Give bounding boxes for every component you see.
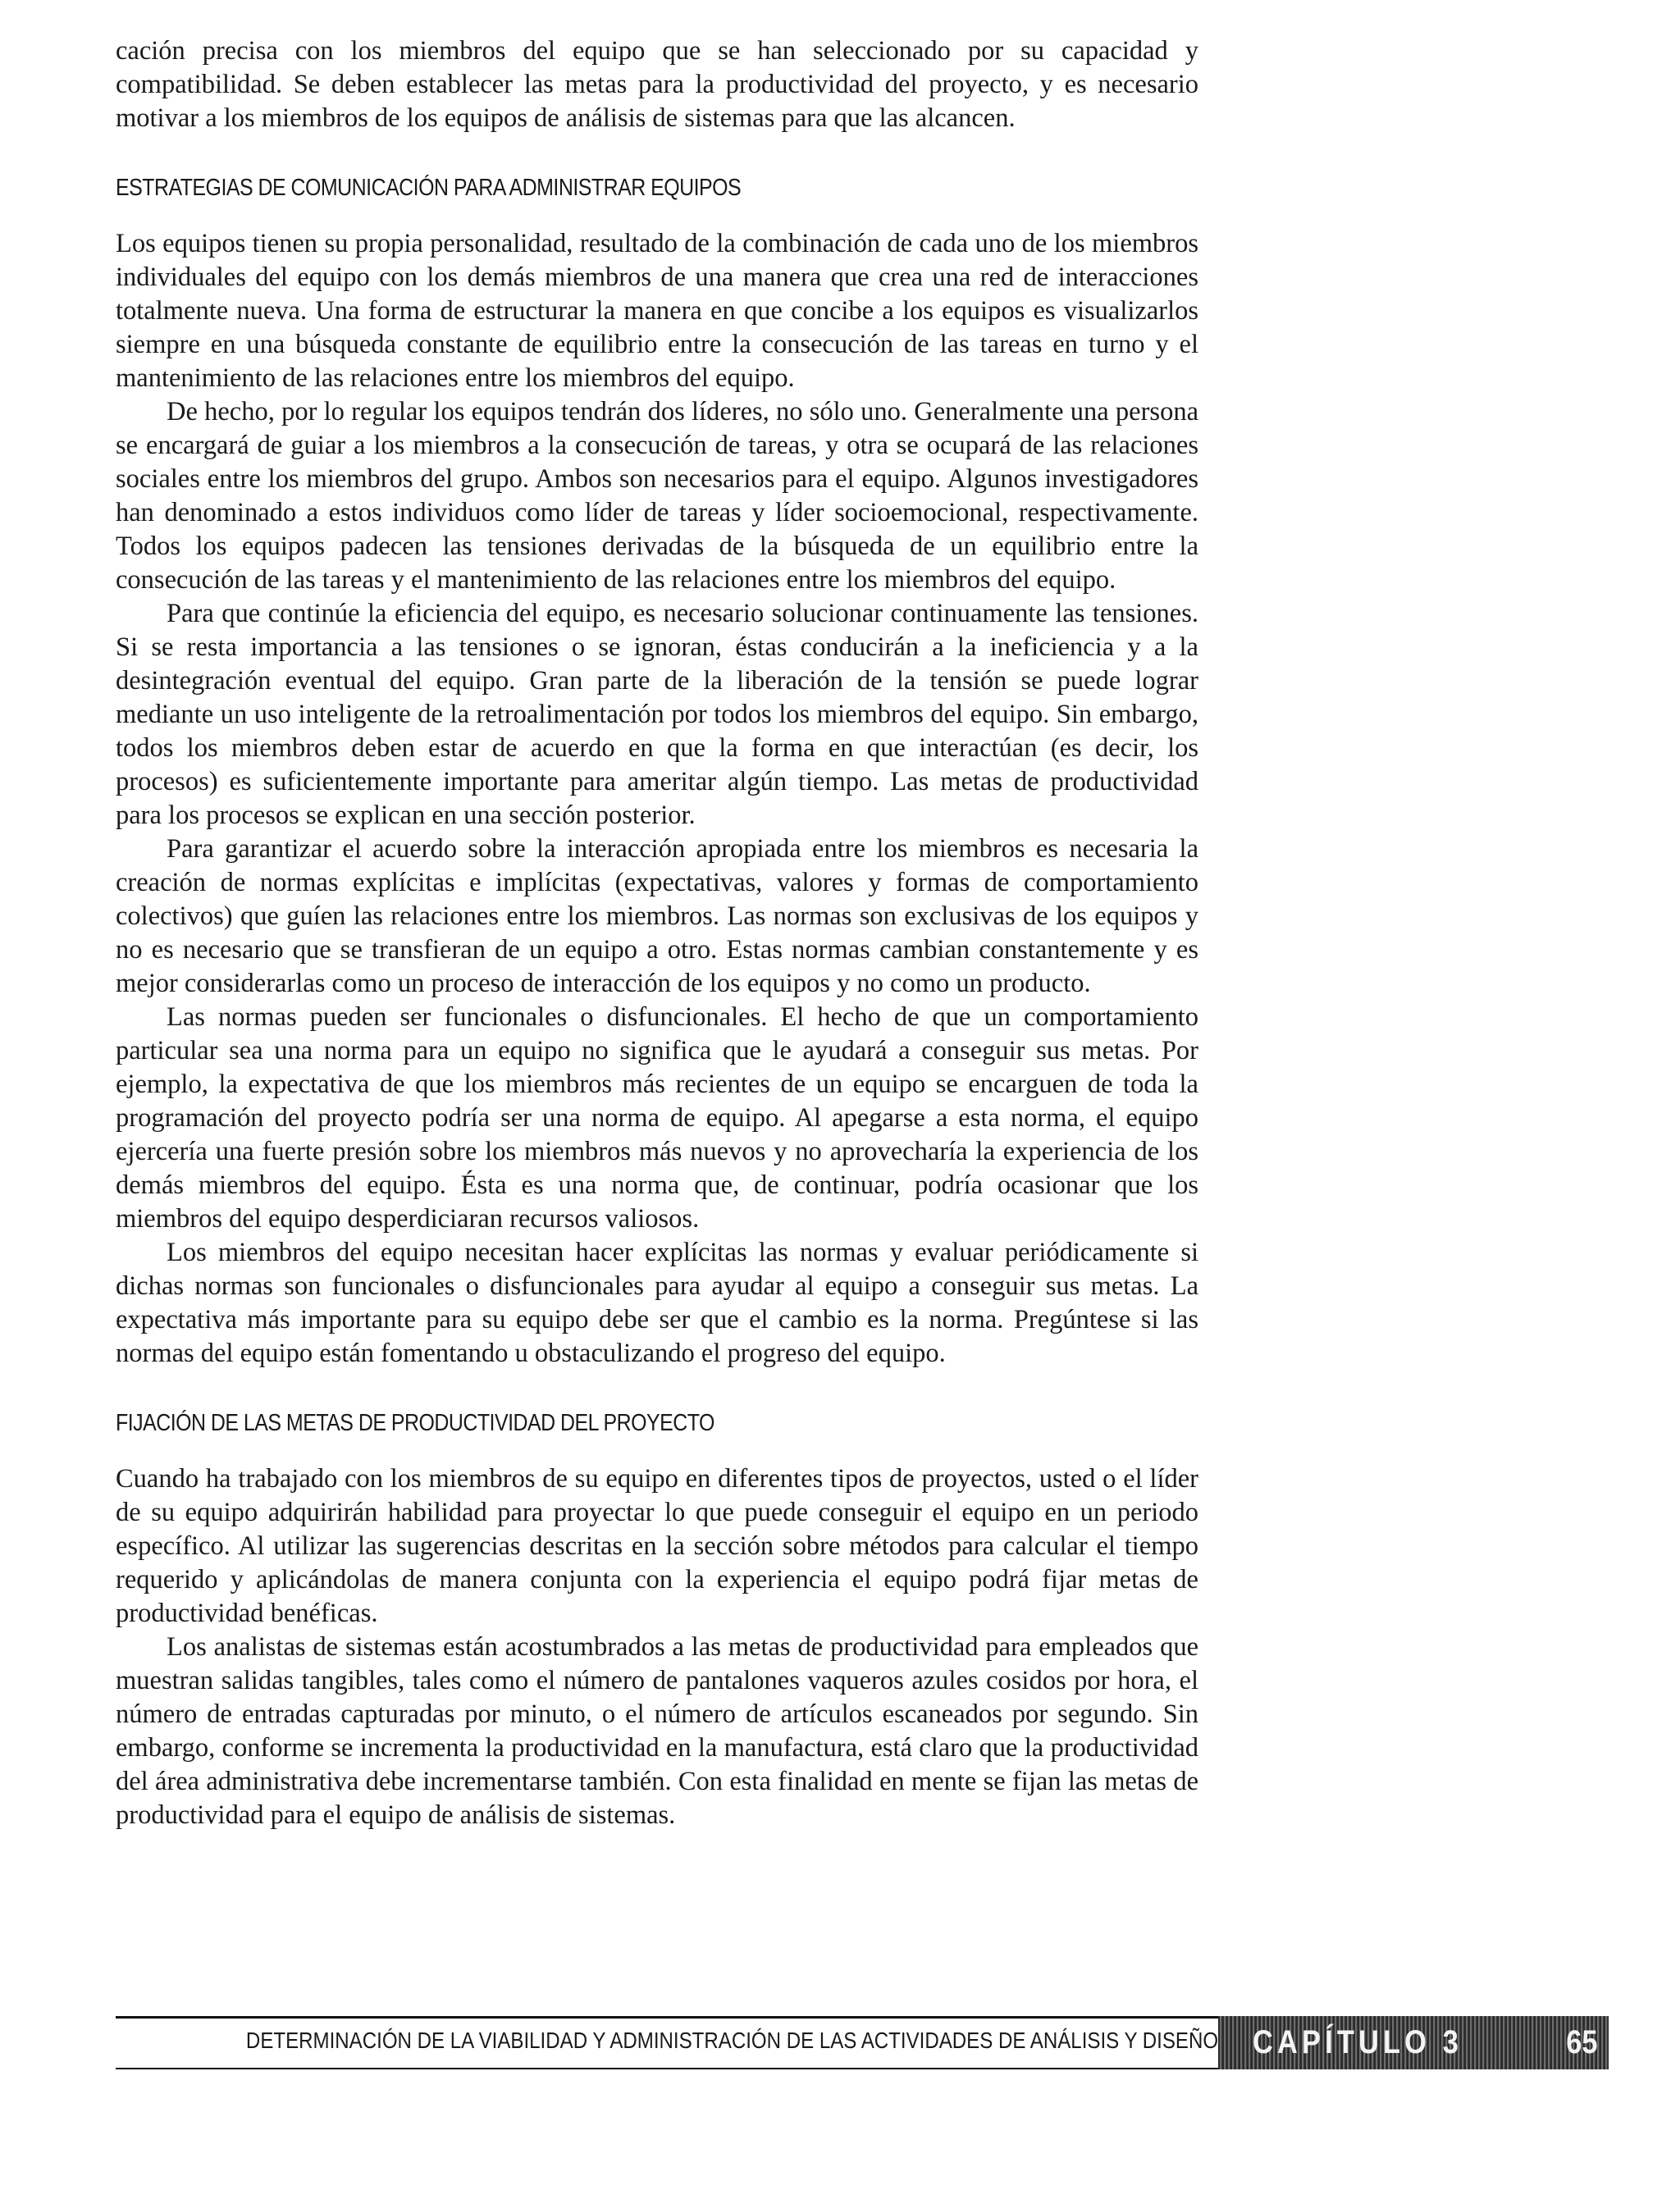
body-paragraph: Los equipos tienen su propia personalidad, resultado de la combinación de cada uno de los miembros individuales del equipo con los demás miembros de una manera que crea una red de interacciones totalmente nueva. Una forma de estructurar la manera en que concibe a los equipos es visualizarlos siempre en una búsqueda constante de equilibrio entre la consecución de las tareas en turno y el mantenimiento de las relaciones entre los miembros del equipo. (116, 229, 1198, 393)
section-heading-communication: ESTRATEGIAS DE COMUNICACIÓN PARA ADMINISTRAR EQUIPOS (116, 175, 742, 201)
intro-paragraph: cación precisa con los miembros del equipo que se han seleccionado por su capacidad y compatibilidad. Se deben establecer las metas para la productividad del proyecto, y es necesario motivar a los miembros de los equipos de análisis de sistemas para que las alcancen. (116, 36, 1198, 133)
footer-rule-top (116, 2016, 1218, 2019)
body-paragraph: Las normas pueden ser funcionales o disfuncionales. El hecho de que un comportamiento particular sea una norma para un equipo no significa que le ayudará a conseguir sus metas. Por ejemplo, la expectativa de que los miembros más recientes de un equipo se encarguen de toda la programación del proyecto podría ser una norma de equipo. Al apegarse a esta norma, el equipo ejercería una fuerte presión sobre los miembros más nuevos y no aprovecharía la experiencia de los demás miembros del equipo. Ésta es una norma que, de continuar, podría ocasionar que los miembros del equipo desperdiciaran recursos valiosos. (116, 1002, 1198, 1234)
body-paragraph: Cuando ha trabajado con los miembros de su equipo en diferentes tipos de proyectos, usted o el líder de su equipo adquirirán habilidad para proyectar lo que puede conseguir el equipo en un periodo específico. Al utilizar las sugerencias descritas en la sección sobre métodos para calcular el tiempo requerido y aplicándolas de manera conjunta con la experiencia el equipo podrá fijar metas de productividad benéficas. (116, 1464, 1198, 1628)
chapter-label: CAPÍTULO 3 (1253, 2024, 1463, 2060)
body-paragraph: Para garantizar el acuerdo sobre la interacción apropiada entre los miembros es necesaria la creación de normas explícitas e implícitas (expectativas, valores y formas de comportamiento colectivos) que guíen las relaciones entre los miembros. Las normas son exclusivas de los equipos y no es necesario que se transfieran de un equipo a otro. Estas normas cambian constantemente y es mejor considerarlas como un proceso de interacción de los equipos y no como un producto. (116, 834, 1198, 998)
page-footer (116, 2016, 1609, 2073)
body-paragraph: Para que continúe la eficiencia del equipo, es necesario solucionar continuamente las tensiones. Si se resta importancia a las tensiones o se ignoran, éstas conducirán a la ineficiencia y a la desintegración eventual del equipo. Gran parte de la liberación de la tensión se puede lograr mediante un uso inteligente de la retroalimentación por todos los miembros del equipo. Sin embargo, todos los miembros deben estar de acuerdo en que la forma en que interactúan (es decir, los procesos) es suficientemente importante para ameritar algún tiempo. Las metas de productividad para los procesos se explican en una sección posterior. (116, 599, 1198, 830)
chapter-badge (1218, 2016, 1609, 2069)
footer-rule-bottom (116, 2068, 1218, 2069)
page-content (116, 34, 1198, 1832)
body-paragraph: De hecho, por lo regular los equipos tendrán dos líderes, no sólo uno. Generalmente una persona se encargará de guiar a los miembros a la consecución de tareas, y otra se ocupará de las relaciones sociales entre los miembros del grupo. Ambos son necesarios para el equipo. Algunos investigadores han denominado a estos individuos como líder de tareas y líder socioemocional, respectivamente. Todos los equipos padecen las tensiones derivadas de la búsqueda de un equilibrio entre la consecución de las tareas y el mantenimiento de las relaciones entre los miembros del equipo. (116, 397, 1198, 595)
section-heading-productivity: FIJACIÓN DE LAS METAS DE PRODUCTIVIDAD DEL PROYECTO (116, 1410, 714, 1436)
body-paragraph: Los analistas de sistemas están acostumbrados a las metas de productividad para empleados que muestran salidas tangibles, tales como el número de pantalones vaqueros azules cosidos por hora, el número de entradas capturadas por minuto, o el número de artículos escaneados por segundo. Sin embargo, conforme se incrementa la productividad en la manufactura, está claro que la productividad del área administrativa debe incrementarse también. Con esta finalidad en mente se fijan las metas de productividad para el equipo de análisis de sistemas. (116, 1632, 1198, 1830)
running-title: DETERMINACIÓN DE LA VIABILIDAD Y ADMINISTRACIÓN DE LAS ACTIVIDADES DE ANÁLISIS Y DISEÑO (245, 2028, 1218, 2053)
body-paragraph: Los miembros del equipo necesitan hacer explícitas las normas y evaluar periódicamente si dichas normas son funcionales o disfuncionales para ayudar al equipo a conseguir sus metas. La expectativa más importante para su equipo debe ser que el cambio es la norma. Pregúntese si las normas del equipo están fomentando u obstaculizando el progreso del equipo. (116, 1238, 1198, 1368)
page-number: 65 (1565, 2024, 1597, 2060)
